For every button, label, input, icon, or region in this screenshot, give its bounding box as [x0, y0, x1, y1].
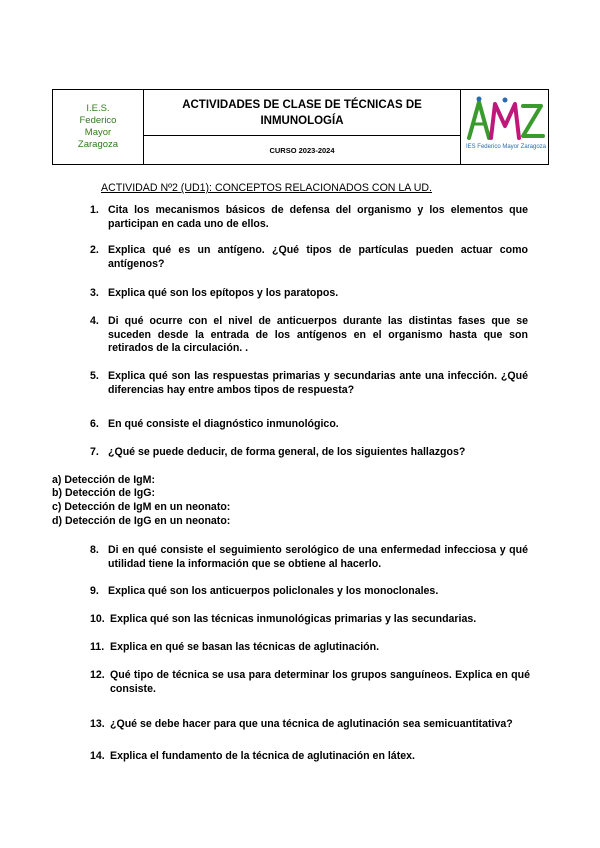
question-number: 5.	[90, 370, 99, 382]
question-number: 4.	[90, 315, 99, 327]
question-text: Explica qué son las técnicas inmunológicas primarias y las secundarias.	[110, 613, 477, 625]
activity-heading: ACTIVIDAD Nº2 (UD1): CONCEPTOS RELACIONADOS CON LA UD.	[101, 182, 432, 194]
school-line: Zaragoza	[77, 139, 119, 150]
question-number: 9.	[90, 585, 99, 597]
question-number: 12.	[90, 669, 105, 681]
question-text: Qué tipo de técnica se usa para determinar los grupos sanguíneos. Explica en qué consiste.	[110, 669, 530, 695]
question-text: Explica qué es un antígeno. ¿Qué tipos de partículas pueden actuar como antígenos?	[108, 244, 528, 270]
logo-caption: IES Federico Mayor Zaragoza	[465, 144, 547, 150]
question-number: 2.	[90, 244, 99, 256]
question-text: En qué consiste el diagnóstico inmunológico.	[108, 418, 339, 430]
question-number: 3.	[90, 287, 99, 299]
question-number: 7.	[90, 446, 99, 458]
question-number: 6.	[90, 418, 99, 430]
finding-d: d) Detección de IgG en un neonato:	[52, 515, 231, 527]
school-logo-icon	[463, 94, 547, 144]
question-text: ¿Qué se debe hacer para que una técnica de aglutinación sea semicuantitativa?	[110, 718, 513, 730]
logo-cell	[461, 90, 548, 164]
course-label: CURSO 2023-2024	[269, 145, 335, 155]
title-line: INMUNOLOGÍA	[260, 114, 344, 127]
question-text: Cita los mecanismos básicos de defensa del organismo y los elementos que participan en cada uno de ellos.	[108, 204, 528, 230]
school-line: Mayor	[84, 127, 112, 138]
school-name-cell	[53, 90, 144, 164]
question-number: 1.	[90, 204, 99, 216]
question-number: 10.	[90, 613, 105, 625]
school-line: I.E.S.	[86, 103, 110, 114]
question-text: Explica en qué se basan las técnicas de aglutinación.	[110, 641, 380, 653]
header-table	[52, 89, 549, 165]
document-title	[144, 90, 460, 136]
finding-c: c) Detección de IgM en un neonato:	[52, 501, 231, 513]
question-text: ¿Qué se puede deducir, de forma general, de los siguientes hallazgos?	[108, 446, 466, 458]
question-text: Explica qué son los epítopos y los paratopos.	[108, 287, 339, 299]
finding-a: a) Detección de IgM:	[52, 474, 156, 486]
question-number: 13.	[90, 718, 105, 730]
question-text: Explica qué son los anticuerpos policlonales y los monoclonales.	[108, 585, 439, 597]
school-line: Federico	[79, 115, 117, 126]
title-cell	[144, 90, 461, 164]
question-text: Explica qué son las respuestas primarias y secundarias ante una infección. ¿Qué diferencias hay entre ambos tipos de respuesta?	[108, 370, 528, 396]
question-text: Explica el fundamento de la técnica de aglutinación en látex.	[110, 750, 415, 762]
finding-b: b) Detección de IgG:	[52, 487, 156, 499]
title-line: ACTIVIDADES DE CLASE DE TÉCNICAS DE	[182, 98, 422, 111]
question-number: 14.	[90, 750, 105, 762]
question-number: 8.	[90, 544, 99, 556]
question-number: 11.	[90, 641, 105, 653]
question-text: Di en qué consiste el seguimiento serológico de una enfermedad infecciosa y qué utilidad tiene la información que se obtiene al hacerlo.	[108, 544, 528, 570]
question-text: Di qué ocurre con el nivel de anticuerpos durante las distintas fases que se suceden desde la entrada de los antígenos en el organismo hasta que son retirados de la circulación. .	[108, 315, 528, 354]
